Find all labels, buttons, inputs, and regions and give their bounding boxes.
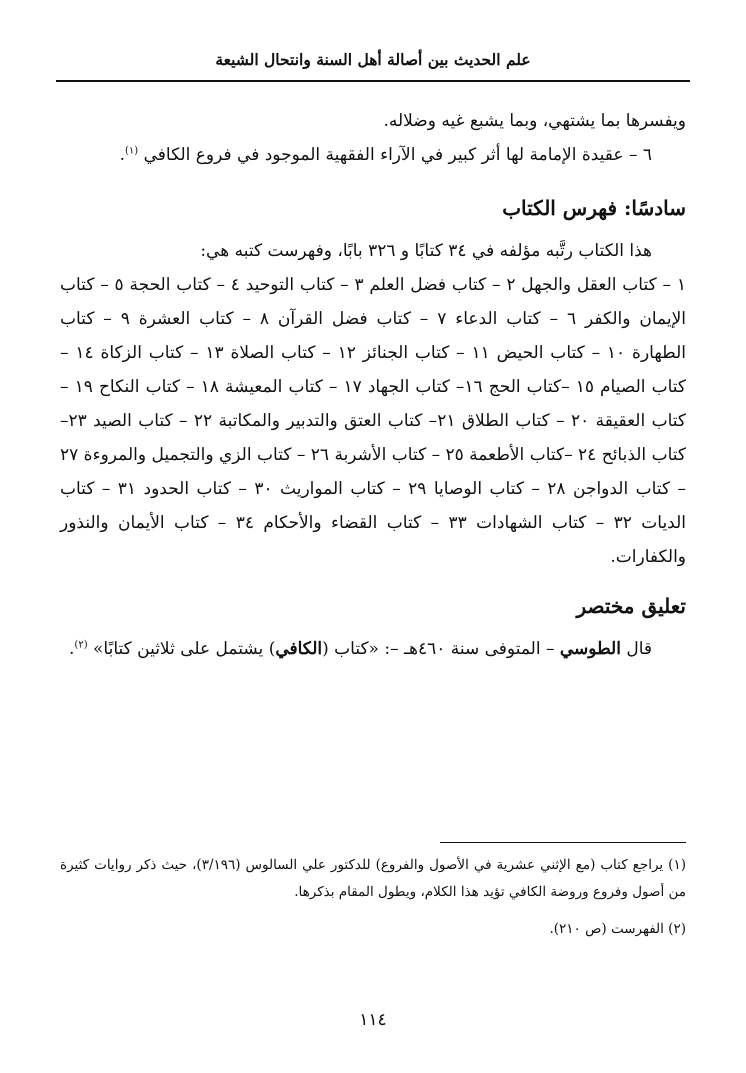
running-header-title: علم الحديث بين أصالة أهل السنة وانتحال الشيعة — [215, 50, 531, 69]
section-heading-index: سادسًا: فهرس الكتاب — [502, 196, 686, 220]
list-item-6-end: . — [119, 145, 125, 165]
quote-end: ) يشتمل على ثلاثين كتابًا» — [93, 639, 276, 659]
list-item-6 — [60, 138, 686, 172]
continuation-line: ويفسرها بما يشتهي، وبما يشبع غيه وضلاله. — [383, 111, 686, 131]
list-item-6-text: ٦ – عقيدة الإمامة لها أثر كبير في الآراء الفقهية الموجود في فروع الكافي — [143, 145, 652, 165]
header-divider — [56, 80, 690, 82]
quote-book-name: الكافي — [275, 639, 323, 659]
footnote-ref-1[interactable]: (١) — [125, 145, 139, 157]
footnote-divider — [440, 842, 686, 843]
footnotes — [60, 852, 686, 943]
tusi-quote — [60, 632, 686, 666]
page-number: ١١٤ — [359, 1010, 387, 1030]
quote-dot: . — [69, 639, 75, 659]
footnote-ref-2[interactable]: (٢) — [74, 639, 88, 651]
quote-author-name: الطوسي — [559, 639, 621, 659]
index-intro: هذا الكتاب رتَّبه مؤلفه في ٣٤ كتابًا و ٣٢٦ بابًا، وفهرست كتبه هي: — [200, 241, 652, 261]
books-list: ١ – كتاب العقل والجهل ٢ – كتاب فضل العلم ٣ – كتاب التوحيد ٤ – كتاب الحجة ٥ – كتاب الإيمان والكفر ٦ – كتاب الدعاء ٧ – كتاب فضل القرآن ٨ – كتاب العشرة ٩ – كتاب الطهارة ١٠ – كتاب الحيض ١١ – كتاب الجنائز ١٢ – كتاب الصلاة ١٣ – كتاب الزكاة ١٤ – كتاب الصيام ١٥ –كتاب الحج ١٦– كتاب الجهاد ١٧ – كتاب المعيشة ١٨ – كتاب النكاح ١٩ – كتاب العقيقة ٢٠ – كتاب الطلاق ٢١– كتاب العتق والتدبير والمكاتبة ٢٢ – كتاب الصيد ٢٣– كتاب الذبائح ٢٤ –كتاب الأطعمة ٢٥ – كتاب الأشربة ٢٦ – كتاب الزي والتجميل والمروءة ٢٧ – كتاب الدواجن ٢٨ – كتاب الوصايا ٢٩ – كتاب المواريث ٣٠ – كتاب الحدود ٣١ – كتاب الديات ٣٢ – كتاب الشهادات ٣٣ – كتاب القضاء والأحكام ٣٤ – كتاب الأيمان والنذور والكفارات. — [60, 275, 687, 567]
quote-middle: – المتوفى سنة ٤٦٠هـ –: «كتاب ( — [322, 639, 560, 659]
footnote-1: (١) يراجع كتاب (مع الإثني عشرية في الأصول والفروع) للدكتور علي السالوس (٣/١٩٦)، حيث ذكر روايات كثيرة من أصول وفروع وروضة الكافي تؤيد هذا الكلام، ويطول المقام بذكرها. — [60, 857, 686, 900]
main-text — [60, 104, 686, 666]
footnote-2: (٢) الفهرست (ص ٢١٠). — [549, 921, 686, 937]
quote-prefix: قال — [620, 639, 652, 659]
section-heading-comment: تعليق مختصر — [576, 594, 686, 618]
